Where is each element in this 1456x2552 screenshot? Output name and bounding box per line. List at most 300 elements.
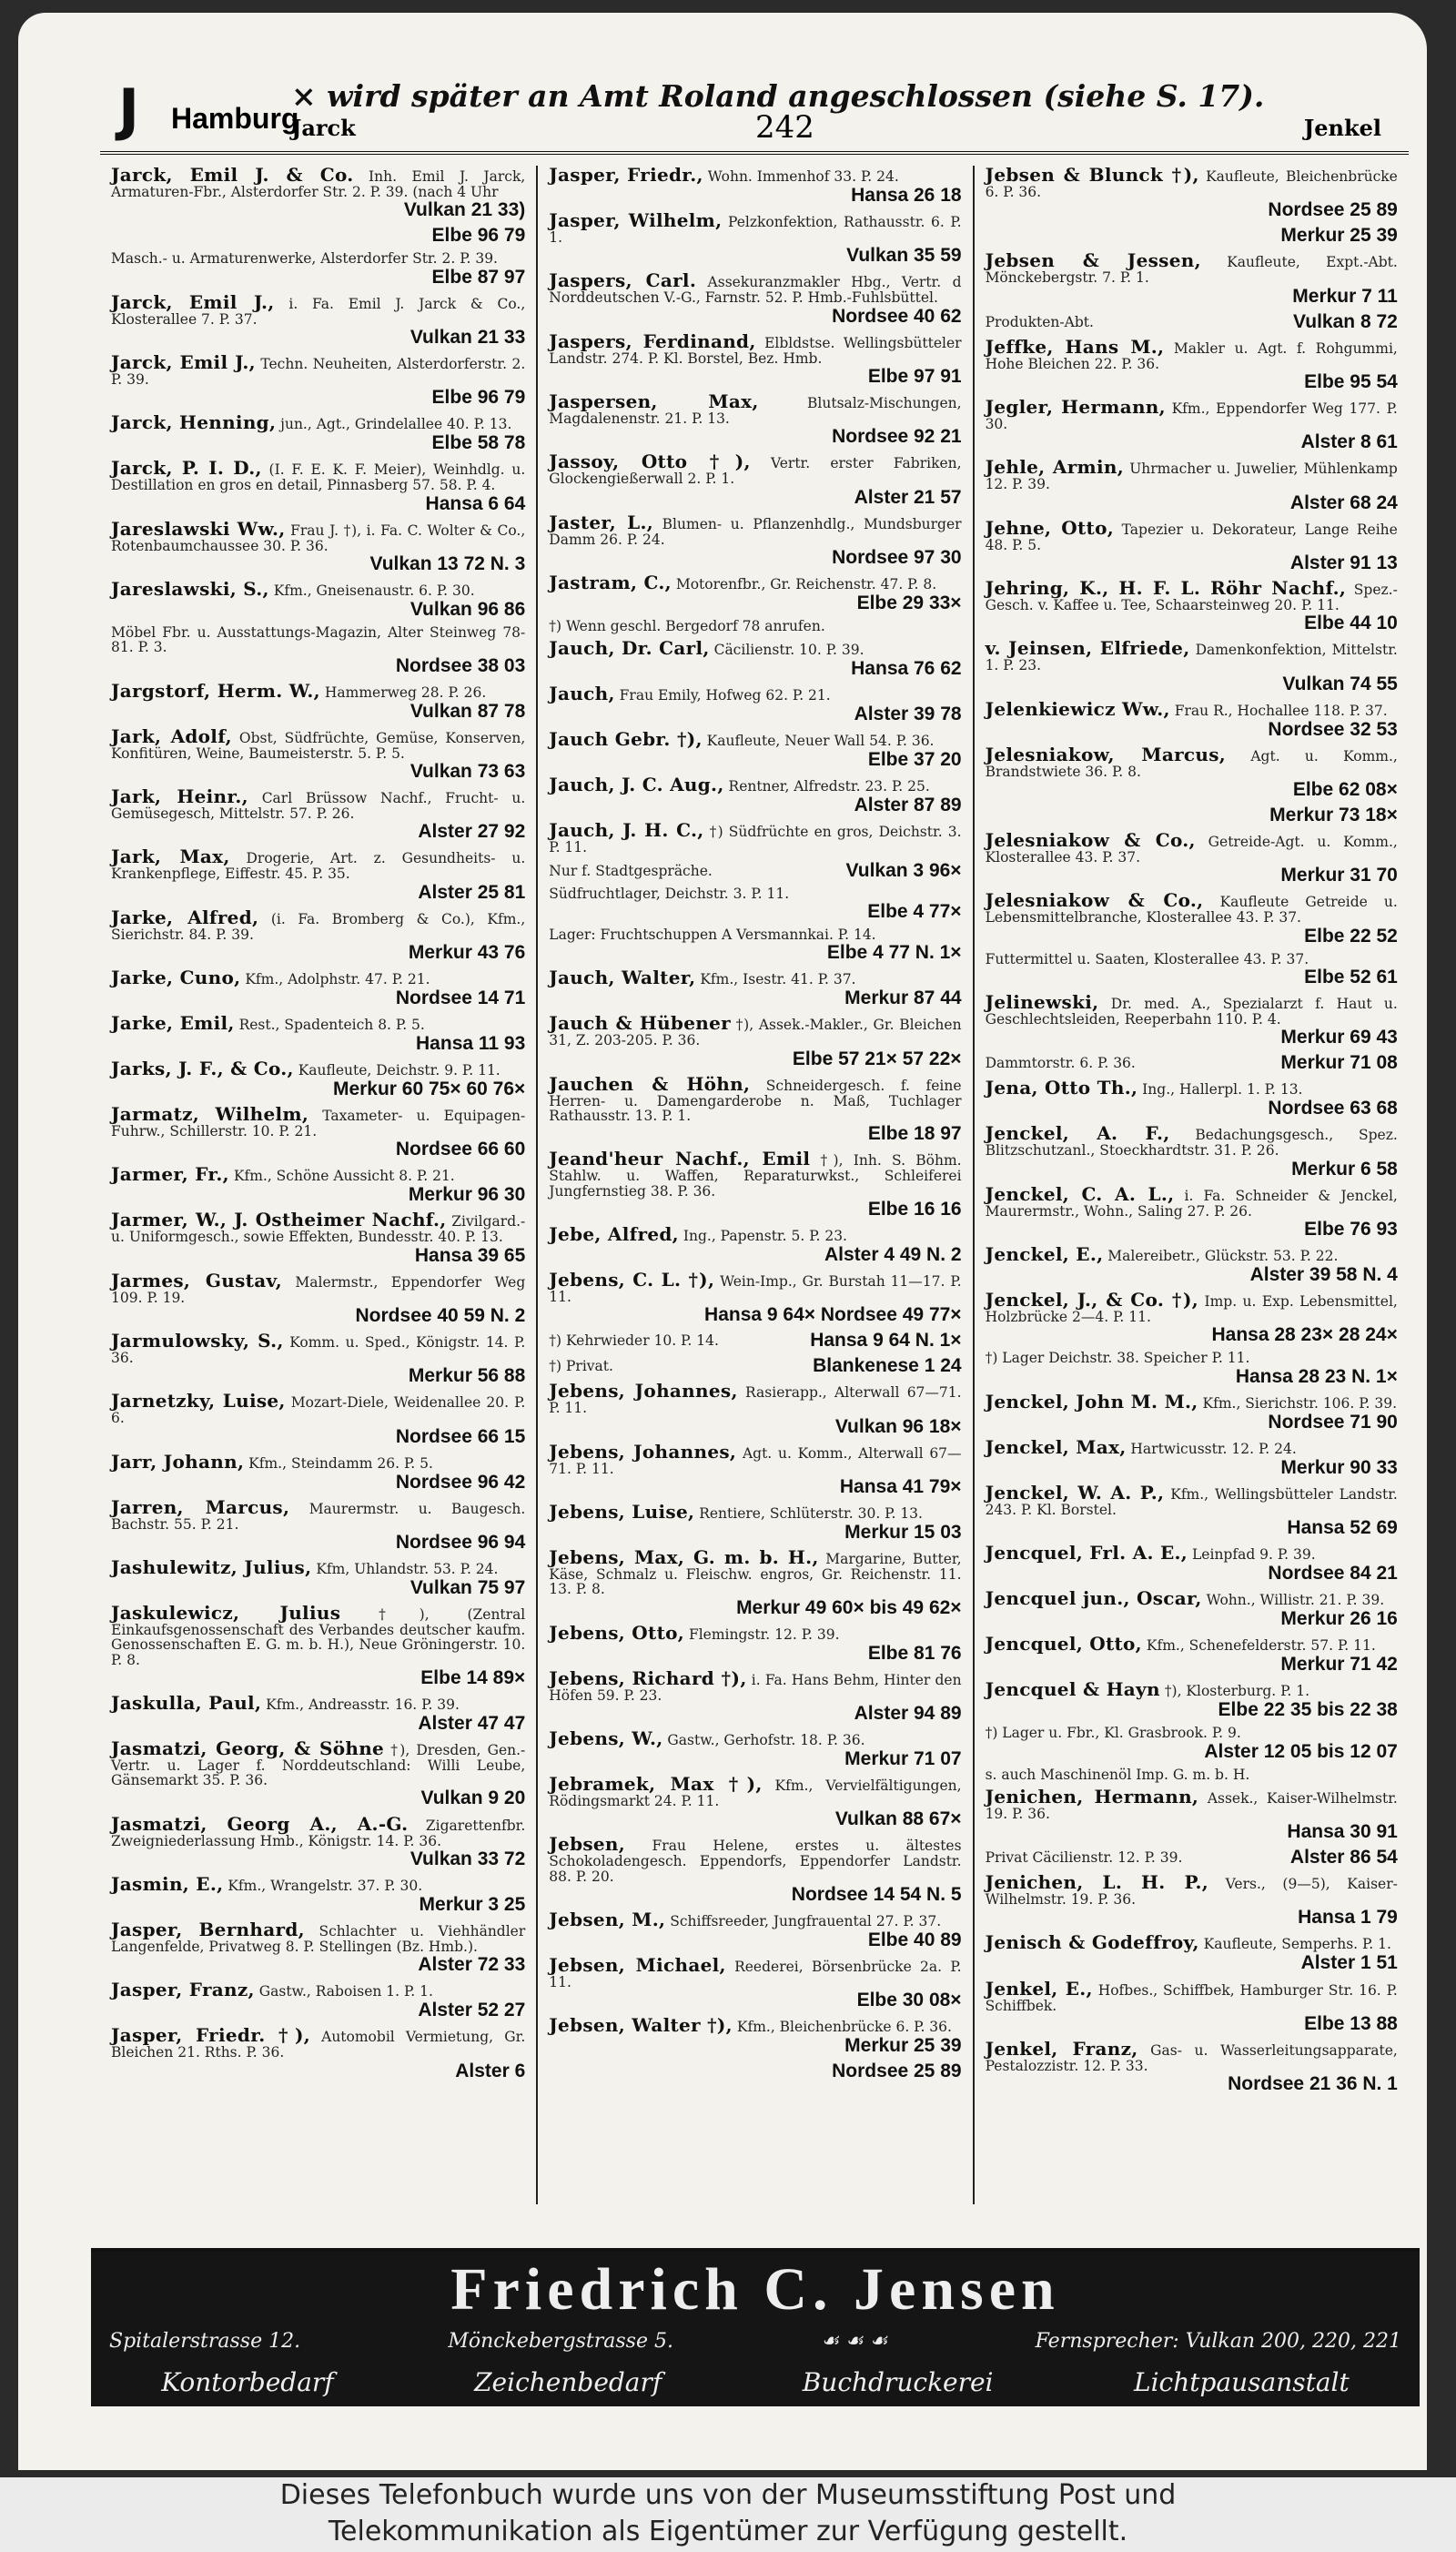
entry-description: Imp. u. Exp. Lebensmittel, Holzbrücke 2—4. P. 11.: [985, 1293, 1398, 1326]
entry-text: [111, 251, 525, 266]
directory-entry: [986, 1351, 1398, 1386]
entry-name: Jarr, Johann,: [111, 1450, 245, 1473]
entry-text: [111, 1739, 525, 1788]
directory-entry: [985, 2037, 1398, 2095]
entry-text: [111, 1059, 525, 1079]
entry-description: Masch.- u. Armaturenwerke, Alsterdorfer Str. 2. P. 39.: [111, 250, 498, 268]
phone-line: [549, 1809, 961, 1829]
phone-number: Vulkan 33 72: [410, 1848, 526, 1869]
directory-entry: [549, 513, 961, 568]
phone-number: Alster 6: [455, 2060, 526, 2081]
entry-description: Wohn., Willistr. 21. P. 39.: [1206, 1592, 1385, 1609]
directory-entry: [549, 1268, 962, 1326]
entry-text: [111, 1105, 525, 1139]
directory-entry: [985, 576, 1398, 634]
directory-entry: [986, 1933, 1398, 1973]
entry-text: [549, 513, 961, 547]
phone-line: [549, 2061, 961, 2081]
phone-line: [986, 967, 1398, 987]
ad-service: Lichtpausanstalt: [1133, 2367, 1350, 2397]
phone-line: [111, 762, 525, 782]
directory-entry: [111, 625, 525, 676]
directory-entry: [549, 775, 961, 815]
directory-entry: [111, 908, 525, 963]
phone-number: Elbe 22 52: [1304, 925, 1398, 947]
directory-entry: [549, 2061, 961, 2081]
phone-line: [111, 554, 525, 574]
phone-number: Alster 87 89: [854, 795, 962, 816]
directory-entry: [549, 1666, 962, 1724]
phone-number: Elbe 40 89: [867, 1929, 962, 1950]
directory-entry: [985, 1182, 1398, 1240]
footer-line-1: Dieses Telefonbuch wurde uns von der Museumsstiftung Post und: [279, 2479, 1177, 2511]
entry-text: [549, 1548, 961, 1597]
directory-entry: [111, 1739, 525, 1809]
phone-line: [111, 1955, 525, 1975]
entry-description: Ing., Hallerpl. 1. P. 13.: [1142, 1081, 1303, 1099]
entry-description: Hofbes., Schiffbek, Hamburger Str. 16. P. Schiffbek.: [985, 1981, 1398, 2014]
entry-name: Jaspers, Carl.: [549, 269, 697, 292]
phone-number: Hansa 9 64× Nordsee 49 77×: [704, 1304, 962, 1326]
entry-text: [985, 990, 1398, 1028]
entry-text: [986, 1680, 1398, 1699]
entry-text: [985, 1977, 1398, 2014]
phone-line: [111, 1139, 525, 1160]
entry-text: [986, 398, 1398, 431]
phone-line: [986, 1325, 1398, 1345]
directory-entry: [986, 1873, 1398, 1928]
entry-description: Kfm., Bleichenbrücke 6. P. 36.: [736, 2019, 952, 2036]
phone-line: [986, 1742, 1398, 1762]
phone-line: [549, 1930, 961, 1950]
entry-description: Assek., Kaiser-Wilhelmstr. 19. P. 36.: [985, 1789, 1398, 1822]
phone-line: [986, 200, 1398, 220]
ad-service: Kontorbedarf: [161, 2367, 334, 2397]
entry-name: Jebsen & Blunck †),: [985, 166, 1199, 186]
entry-name: Jebsen, M.,: [549, 1908, 666, 1930]
entry-text: [111, 1872, 525, 1895]
entry-description: †) Lager Deichstr. 38. Speicher P. 11.: [985, 1350, 1250, 1367]
phone-line: [111, 1246, 525, 1266]
phone-line: [549, 1417, 961, 1437]
entry-name: Jebe, Alfred,: [549, 1222, 679, 1245]
directory-entry: [111, 724, 526, 782]
phone-number: Nordsee 14 54 N. 5: [791, 1883, 962, 1905]
entry-text: [111, 1011, 525, 1034]
directory-entry: [549, 1440, 962, 1497]
directory-entry: [986, 1726, 1398, 1761]
entry-name: Jarke, Emil,: [111, 1011, 235, 1034]
entry-name: Jebens, Richard †),: [549, 1666, 747, 1689]
header-notice: × wird später an Amt Roland angeschlossen (siehe S. 17).: [291, 78, 1265, 114]
entry-text: [549, 1014, 961, 1048]
phone-line: [986, 2014, 1398, 2034]
phone-number: Hansa 76 62: [851, 658, 962, 680]
entry-description: Dr. med. A., Spezialarzt f. Haut u. Geschlechtsleiden, Reeperbahn 110. P. 4.: [985, 995, 1398, 1028]
entry-description: Kaufleute Getreide u. Lebensmittelbranche, Klosterallee 43. P. 37.: [985, 894, 1398, 927]
entry-text: [111, 908, 525, 942]
phone-number: Alster 94 89: [854, 1702, 962, 1724]
phone-line: [549, 1245, 961, 1265]
entry-text: [111, 577, 525, 600]
entry-name: Jarke, Alfred,: [111, 906, 259, 928]
entry-text: [111, 1495, 526, 1533]
directory-entry: [986, 312, 1398, 332]
entry-name: Jasmin, E.,: [111, 1872, 224, 1895]
entry-text: [549, 1621, 961, 1644]
entry-text: [986, 1635, 1398, 1654]
entry-text: [549, 2016, 961, 2035]
directory-entry: [111, 2026, 525, 2081]
phone-number: Hansa 6 64: [425, 492, 526, 514]
page-number: 242: [755, 109, 814, 146]
entry-name: Jaspers, Ferdinand,: [549, 329, 756, 352]
phone-line: [986, 1053, 1398, 1073]
entry-text: [549, 573, 961, 592]
range-start: Jarck: [291, 115, 356, 141]
directory-entry: [549, 1382, 961, 1436]
entry-text: [985, 1435, 1398, 1458]
ad-service: Buchdruckerei: [802, 2367, 994, 2397]
entry-description: †), Assek.-Makler., Gr. Bleichen 31, Z. 203-205. P. 36.: [549, 1017, 962, 1049]
entry-text: [549, 927, 961, 942]
directory-entry: [986, 891, 1398, 946]
phone-line: [549, 1331, 961, 1351]
directory-entry: [549, 329, 962, 387]
phone-line: [111, 702, 525, 722]
entry-text: [986, 831, 1398, 865]
entry-text: [986, 1726, 1398, 1740]
section-letter: J: [118, 76, 140, 143]
entry-name: Jarmer, Fr.,: [111, 1163, 229, 1186]
phone-number: Elbe 29 33×: [856, 592, 962, 613]
phone-line: [549, 1885, 961, 1905]
entry-text: [111, 290, 526, 328]
entry-description: Malermstr., Eppendorfer Weg 109. P. 19.: [111, 1273, 526, 1306]
directory-entry: [986, 952, 1398, 987]
directory-entry: [111, 1210, 525, 1265]
directory-entry: [549, 1149, 961, 1220]
directory-entry: [549, 1729, 961, 1769]
directory-entry: [986, 745, 1398, 800]
directory-entry: [986, 1787, 1398, 1842]
entry-description: Elbldstse. Wellingsbütteler Landstr. 274. P. Kl. Borstel, Bez. Hmb.: [549, 334, 962, 367]
footer-notice: [0, 2477, 1456, 2552]
entry-text: [549, 1149, 961, 1199]
phone-number: Nordsee 32 53: [1268, 718, 1398, 740]
directory-entry: [111, 1450, 526, 1493]
phone-number: Hansa 39 65: [414, 1244, 526, 1266]
phone-number: Merkur 7 11: [1292, 285, 1398, 307]
phone-number: Alster 4 49 N. 2: [824, 1243, 962, 1265]
entry-text: [111, 517, 526, 554]
phone-label: †) Privat.: [549, 1358, 613, 1375]
ad-ornament: ☙ ☙ ☙: [821, 2330, 888, 2353]
phone-number: Elbe 87 97: [431, 266, 526, 288]
directory-entry: [549, 1014, 961, 1068]
phone-number: Nordsee 66 60: [395, 1139, 526, 1160]
directory-entry: [549, 166, 961, 206]
phone-number: Merkur 96 30: [408, 1184, 526, 1206]
directory-column-1: [100, 166, 536, 2204]
phone-number: Alster 47 47: [418, 1712, 526, 1734]
entry-text: [986, 745, 1398, 779]
ad-service: Zeichenbedarf: [474, 2367, 662, 2397]
directory-entry: [111, 1011, 526, 1054]
phone-line: [111, 1079, 525, 1099]
entry-text: [985, 697, 1398, 720]
directory-entry: [549, 1835, 961, 1905]
entry-text: [549, 1500, 961, 1523]
phone-line: [111, 822, 525, 842]
entry-description: Reederei, Börsenbrücke 2a. P. 11.: [549, 1958, 962, 1990]
directory-entry: [111, 787, 525, 842]
entry-description: Frau Emily, Hofweg 62. P. 21.: [619, 687, 831, 704]
entry-text: [549, 1953, 962, 1990]
entry-text: [111, 413, 525, 432]
directory-entry: [549, 619, 961, 633]
entry-description: Leinpfad 9. P. 39.: [1192, 1546, 1316, 1564]
entry-description: (I. F. E. K. F. Meier), Weinhdlg. u. Destillation en gros en detail, Pinnasberg 57. 58. P. 4.: [111, 461, 526, 494]
phone-number: Elbe 22 35 bis 22 38: [1218, 1699, 1398, 1721]
entry-name: Jebens, W.,: [549, 1727, 663, 1749]
phone-line: [986, 1822, 1398, 1842]
phone-number: Alster 39 78: [854, 704, 962, 725]
entry-description: Frau R., Hochallee 118. P. 37.: [1174, 702, 1388, 719]
entry-text: [111, 968, 525, 987]
directory-entry: [111, 517, 526, 574]
phone-line: [111, 494, 525, 514]
directory-entry: [111, 1105, 525, 1160]
entry-name: Jasper, Wilhelm,: [549, 209, 723, 232]
entry-name: Jenichen, L. H. P.,: [985, 1871, 1209, 1894]
entry-description: Möbel Fbr. u. Ausstattungs-Magazin, Alter Steinweg 78-81. P. 3.: [111, 624, 526, 656]
entry-description: Carl Brüssow Nachf., Frucht- u. Gemüsegesch, Mittelstr. 57. P. 26.: [111, 789, 526, 822]
phone-number: Alster 27 92: [418, 821, 526, 843]
phone-line: [549, 902, 961, 922]
entry-description: Tapezier u. Dekorateur, Lange Reihe 48. P. 5.: [985, 521, 1398, 553]
directory-entry: [549, 861, 961, 881]
entry-description: Kaufleute, Deichstr. 9. P. 11.: [298, 1061, 500, 1079]
directory-entry: [111, 847, 525, 902]
phone-line: [549, 943, 961, 963]
entry-text: [986, 1291, 1398, 1324]
entry-name: Jaskulewicz, Julius: [111, 1602, 341, 1625]
entry-name: Jasper, Friedr.,: [549, 166, 703, 186]
entry-name: Jauch, J. H. C.,: [549, 819, 704, 842]
entry-name: Jebens, C. L. †),: [549, 1268, 715, 1291]
page-header: [100, 67, 1409, 155]
phone-number: Vulkan 21 33): [403, 199, 526, 221]
phone-number: Vulkan 13 72 N. 3: [369, 552, 526, 574]
phone-number: Elbe 95 54: [1304, 370, 1398, 392]
entry-text: [985, 1481, 1398, 1518]
entry-name: Jarck, Emil J.,: [111, 350, 256, 373]
directory-entry: [986, 1124, 1398, 1179]
directory-entry: [986, 831, 1398, 886]
entry-description: Kfm., Wellingsbütteler Landstr. 243. P. Kl. Borstel.: [985, 1485, 1398, 1518]
phone-line: [111, 600, 525, 620]
directory-entry: [985, 516, 1398, 573]
phone-number: Elbe 14 89×: [420, 1666, 526, 1688]
phone-line: [111, 1533, 525, 1553]
phone-number: Alster 72 33: [418, 1954, 526, 1976]
phone-number: Vulkan 96 18×: [834, 1415, 962, 1437]
directory-entry: [986, 398, 1398, 452]
entry-name: Jarmulowsky, S.,: [111, 1330, 284, 1352]
entry-name: Jastram, C.,: [549, 571, 672, 593]
phone-line: [986, 1028, 1398, 1048]
phone-line: [111, 943, 525, 963]
phone-line: [986, 927, 1398, 947]
phone-number: Nordsee 25 89: [1268, 199, 1398, 221]
phone-number: Merkur 43 76: [408, 941, 526, 963]
entry-text: [549, 329, 962, 367]
entry-text: [549, 1835, 961, 1884]
phone-line: [986, 613, 1398, 633]
directory-entry: [985, 697, 1398, 740]
directory-entry: [111, 1271, 525, 1326]
entry-description: Damenkonfektion, Mittelstr. 1. P. 23.: [985, 642, 1398, 674]
entry-description: Südfruchtlager, Deichstr. 3. P. 11.: [549, 885, 790, 902]
directory-entry: [549, 1072, 962, 1145]
entry-description: Frau Helene, erstes u. ältestes Schokoladengesch. Eppendorfs, Eppendorfer Landstr. 88. P. 20.: [549, 1838, 962, 1885]
directory-entry: [549, 271, 961, 326]
entry-description: (i. Fa. Bromberg & Co.), Kfm., Sierichstr. 84. P. 39.: [111, 910, 526, 943]
phone-line: [986, 1908, 1398, 1928]
phone-number: Nordsee 96 94: [395, 1531, 526, 1553]
phone-number: Vulkan 3 96×: [845, 859, 962, 881]
entry-description: †) Lager u. Fbr., Kl. Grasbrook. P. 9.: [985, 1725, 1241, 1742]
phone-number: Nordsee 71 90: [1268, 1411, 1398, 1433]
entry-description: Motorenfbr., Gr. Reichenstr. 47. P. 8.: [675, 575, 937, 592]
entry-text: [986, 1873, 1398, 1907]
entry-description: Cäcilienstr. 10. P. 39.: [713, 642, 864, 659]
phone-number: Elbe 81 76: [867, 1642, 962, 1664]
phone-number: Elbe 52 61: [1304, 966, 1398, 987]
phone-line: [111, 883, 525, 903]
entry-name: Jena, Otto Th.,: [985, 1077, 1138, 1099]
phone-line: [549, 988, 961, 1008]
phone-number: Nordsee 40 59 N. 2: [355, 1304, 526, 1326]
entry-name: Jauch & Hübener: [549, 1012, 731, 1035]
phone-line: [549, 488, 961, 508]
directory-entry: [549, 968, 961, 1008]
phone-line: [986, 226, 1398, 246]
entry-text: [986, 1392, 1398, 1412]
entry-text: [985, 576, 1398, 613]
directory-entry: [111, 413, 525, 453]
entry-text: [549, 166, 961, 185]
city-name: Hamburg: [171, 102, 299, 135]
entry-text: [986, 166, 1398, 199]
entry-description: †) Südfrüchte en gros, Deichstr. 3. P. 11.: [549, 824, 962, 856]
entry-description: Uhrmacher u. Juwelier, Mühlenkamp 12. P. 39.: [985, 461, 1398, 493]
entry-name: Jehle, Armin,: [985, 456, 1125, 479]
phone-number: Hansa 41 79×: [839, 1475, 962, 1497]
phone-number: Alster 1 51: [1300, 1952, 1398, 1974]
phone-line: [111, 388, 525, 408]
entry-text: [985, 1242, 1398, 1265]
phone-line: [549, 593, 961, 613]
entry-name: Jaskulla, Paul,: [111, 1691, 262, 1714]
entry-description: †), Inh. S. Böhm. Stahlw. u. Waffen, Reparaturwkst., Schleiferei Jungfernstieg 38. P. 36.: [549, 1152, 962, 1200]
entry-name: Jauch,: [549, 683, 615, 705]
phone-number: Merkur 25 39: [1280, 225, 1398, 247]
entry-text: [986, 1079, 1398, 1098]
phone-number: Elbe 16 16: [867, 1198, 962, 1220]
entry-text: [111, 787, 525, 821]
phone-number: Vulkan 21 33: [410, 326, 526, 348]
directory-entry: [549, 1356, 961, 1376]
entry-name: Jauch, J. C. Aug.,: [549, 774, 724, 796]
directory-entry: [986, 1680, 1398, 1720]
phone-number: Merkur 15 03: [844, 1521, 962, 1543]
entry-description: Pelzkonfektion, Rathausstr. 6. P. 1.: [549, 214, 962, 247]
phone-line: [111, 988, 525, 1008]
entry-text: [549, 1072, 962, 1124]
directory-entry: [549, 1621, 962, 1664]
phone-line: [111, 1427, 525, 1447]
entry-name: Jelenkiewicz Ww.,: [985, 697, 1170, 720]
entry-description: Bedachungsgesch., Spez. Blitzschutzanl., Stoeckhardtstr. 31. P. 26.: [985, 1127, 1398, 1160]
phone-line: [111, 1034, 525, 1054]
directory-entry: [986, 1589, 1398, 1629]
entry-text: [986, 1933, 1398, 1952]
entry-text: [985, 335, 1398, 372]
entry-name: Jencquel & Hayn: [985, 1678, 1160, 1701]
entry-description: Kfm., Eppendorfer Weg 177. P. 30.: [985, 400, 1398, 433]
advertisement-banner: [91, 2248, 1420, 2406]
entry-name: Jaster, L.,: [549, 511, 653, 533]
entry-text: [549, 1268, 962, 1305]
phone-line: [986, 780, 1398, 800]
entry-description: Schiffsreeder, Jungfrauental 27. P. 37.: [670, 1912, 942, 1929]
entry-name: Jark, Adolf,: [111, 724, 232, 747]
entry-text: [111, 166, 525, 199]
phone-line: [549, 1200, 961, 1220]
directory-entry: [549, 2016, 961, 2056]
entry-text: [549, 968, 961, 987]
entry-name: Jenckel, J., & Co. †),: [985, 1289, 1199, 1311]
phone-number: Vulkan 74 55: [1282, 673, 1398, 694]
entry-name: Jarmer, W., J. Ostheimer Nachf.,: [111, 1209, 447, 1231]
entry-text: [985, 1182, 1398, 1220]
phone-line: [111, 200, 525, 220]
phone-line: [986, 1160, 1398, 1180]
entry-text: [111, 625, 525, 655]
directory-entry: [985, 1481, 1398, 1538]
phone-number: Hansa 1 79: [1298, 1907, 1398, 1929]
entry-description: Blutsalz-Mischungen, Magdalenenstr. 21. P. 13.: [549, 394, 962, 427]
directory-entry: [986, 805, 1398, 825]
entry-name: Jasmatzi, Georg, & Söhne: [111, 1737, 385, 1759]
entry-name: Jebens, Otto,: [549, 1621, 685, 1644]
entry-name: Jauch, Dr. Carl,: [549, 637, 710, 660]
directory-entry: [549, 1500, 962, 1543]
phone-line: [549, 704, 961, 724]
entry-text: [986, 1787, 1398, 1821]
entry-name: Jehring, K., H. F. L. Röhr Nachf.,: [985, 576, 1347, 599]
entry-text: [986, 1767, 1398, 1782]
phone-line: [549, 795, 961, 815]
entry-description: Kfm., Andreasstr. 16. P. 39.: [266, 1696, 460, 1713]
phone-number: Nordsee 21 36 N. 1: [1228, 2073, 1398, 2095]
entry-name: Jenckel, A. F.,: [985, 1122, 1170, 1145]
directory-entry: [986, 1767, 1398, 1782]
entry-text: [549, 730, 961, 749]
footer-line-2: Telekommunikation als Eigentümer zur Verfügung gestellt.: [328, 2516, 1128, 2547]
